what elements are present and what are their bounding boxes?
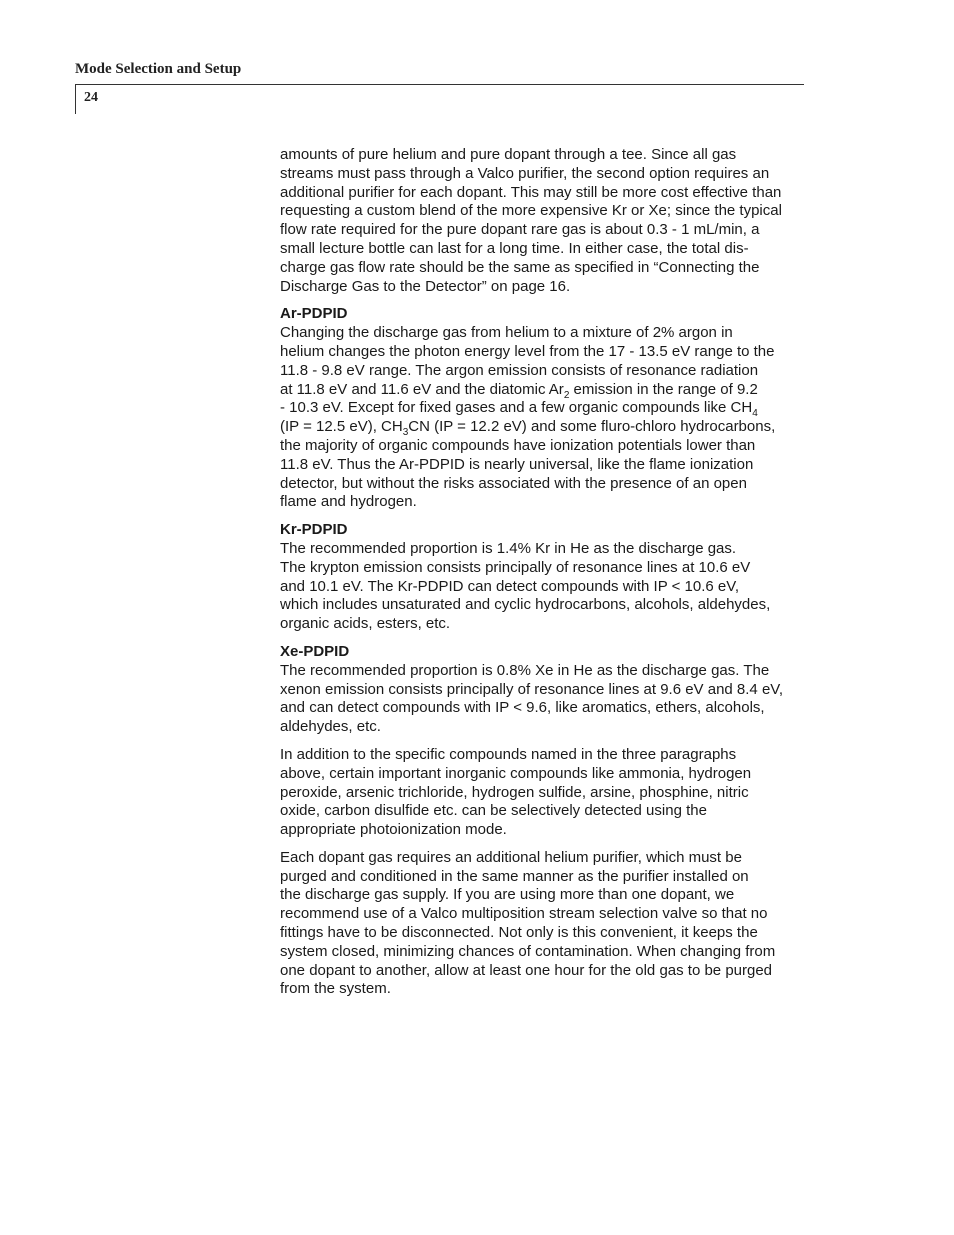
text-line: helium changes the photon energy level from the 17 - 13.5 eV range to the (280, 342, 775, 360)
text-line: In addition to the specific compounds named in the three paragraphs (280, 745, 737, 763)
text-line: amounts of pure helium and pure dopant through a tee. Since all gas (280, 146, 737, 163)
text-line: 11.8 - 9.8 eV range. The argon emission consists of resonance radiation (280, 361, 759, 379)
text-line (280, 381, 808, 400)
text-line: peroxide, arsenic trichloride, hydrogen sulfide, arsine, phosphine, nitric (280, 783, 749, 801)
page-number: 24 (84, 90, 98, 105)
text-line: small lecture bottle can last for a long time. In either case, the total dis- (280, 239, 749, 257)
text-line: which includes unsaturated and cyclic hydrocarbons, alcohols, aldehydes, (280, 596, 771, 614)
text-line: Discharge Gas to the Detector” on page 16. (280, 277, 571, 295)
text-line: system closed, minimizing chances of contamination. When changing from (280, 942, 776, 960)
text-fragment: CN (IP = 12.2 eV) and some fluro-chloro hydrocarbons, (408, 418, 776, 436)
running-header-title: Mode Selection and Setup (75, 61, 242, 77)
text-line: flow rate required for the pure dopant rare gas is about 0.3 - 1 mL/min, a (280, 221, 760, 239)
subscript: 3 (402, 427, 409, 439)
text-line: requesting a custom blend of the more expensive Kr or Xe; since the typical (280, 202, 782, 220)
text-line: charge gas flow rate should be the same as specified in “Connecting the (280, 258, 760, 276)
text-line: fittings have to be disconnected. Not only is this convenient, it keeps the (280, 924, 758, 942)
text-line: the discharge gas supply. If you are using more than one dopant, we (280, 886, 735, 904)
section-heading-ar-pdpid: Ar-PDPID (280, 305, 348, 323)
text-line: aldehydes, etc. (280, 718, 381, 736)
text-line: The recommended proportion is 0.8% Xe in He as the discharge gas. The (280, 661, 770, 679)
text-line: oxide, carbon disulfide etc. can be selectively detected using the (280, 802, 707, 820)
text-line (280, 399, 808, 418)
text-line: the majority of organic compounds have ionization potentials lower than (280, 436, 756, 454)
text-fragment: (IP = 12.5 eV), CH (280, 418, 403, 436)
text-line: The krypton emission consists principally of resonance lines at 10.6 eV (280, 558, 751, 576)
text-line: from the system. (280, 980, 391, 998)
text-line: Each dopant gas requires an additional helium purifier, which must be (280, 848, 742, 866)
inorganic-compounds-paragraph (280, 746, 808, 840)
text-line: and 10.1 eV. The Kr-PDPID can detect compounds with IP < 10.6 eV, (280, 577, 740, 595)
dopant-purifier-paragraph (280, 849, 808, 999)
text-line: one dopant to another, allow at least one hour for the old gas to be purged (280, 961, 773, 979)
text-line: 11.8 eV. Thus the Ar-PDPID is nearly universal, like the flame ionization (280, 455, 754, 473)
text-fragment: - 10.3 eV. Except for fixed gases and a few organic compounds like CH (280, 399, 753, 417)
text-line: xenon emission consists principally of resonance lines at 9.6 eV and 8.4 eV, (280, 680, 784, 698)
text-line: purged and conditioned in the same manner as the purifier installed on (280, 867, 749, 885)
text-line: additional purifier for each dopant. This may still be more cost effective than (280, 183, 782, 201)
text-line: above, certain important inorganic compounds like ammonia, hydrogen (280, 764, 752, 782)
text-line: appropriate photoionization mode. (280, 821, 507, 839)
header-rule (75, 84, 804, 85)
text-line: streams must pass through a Valco purifier, the second option requires an (280, 164, 770, 182)
text-line: recommend use of a Valco multiposition stream selection valve so that no (280, 905, 768, 923)
subscript: 2 (563, 389, 570, 401)
text-fragment: at 11.8 eV and 11.6 eV and the diatomic Ar (280, 380, 564, 398)
body-text-column (280, 146, 808, 1008)
text-line: flame and hydrogen. (280, 493, 417, 511)
text-line: and can detect compounds with IP < 9.6, like aromatics, ethers, alcohols, (280, 699, 765, 717)
intro-paragraph (280, 146, 808, 296)
text-line: The recommended proportion is 1.4% Kr in He as the discharge gas. (280, 539, 737, 557)
ar-pdpid-section (280, 305, 808, 512)
text-fragment: emission in the range of 9.2 (569, 380, 758, 398)
text-line: organic acids, esters, etc. (280, 615, 451, 633)
text-line (280, 418, 808, 437)
xe-pdpid-section (280, 643, 808, 737)
kr-pdpid-section (280, 521, 808, 634)
section-heading-kr-pdpid: Kr-PDPID (280, 521, 348, 539)
subscript: 4 (752, 408, 758, 420)
section-heading-xe-pdpid: Xe-PDPID (280, 642, 350, 660)
header-margin-tick (75, 84, 76, 114)
text-line: Changing the discharge gas from helium to a mixture of 2% argon in (280, 324, 733, 342)
text-line: detector, but without the risks associated with the presence of an open (280, 474, 747, 492)
